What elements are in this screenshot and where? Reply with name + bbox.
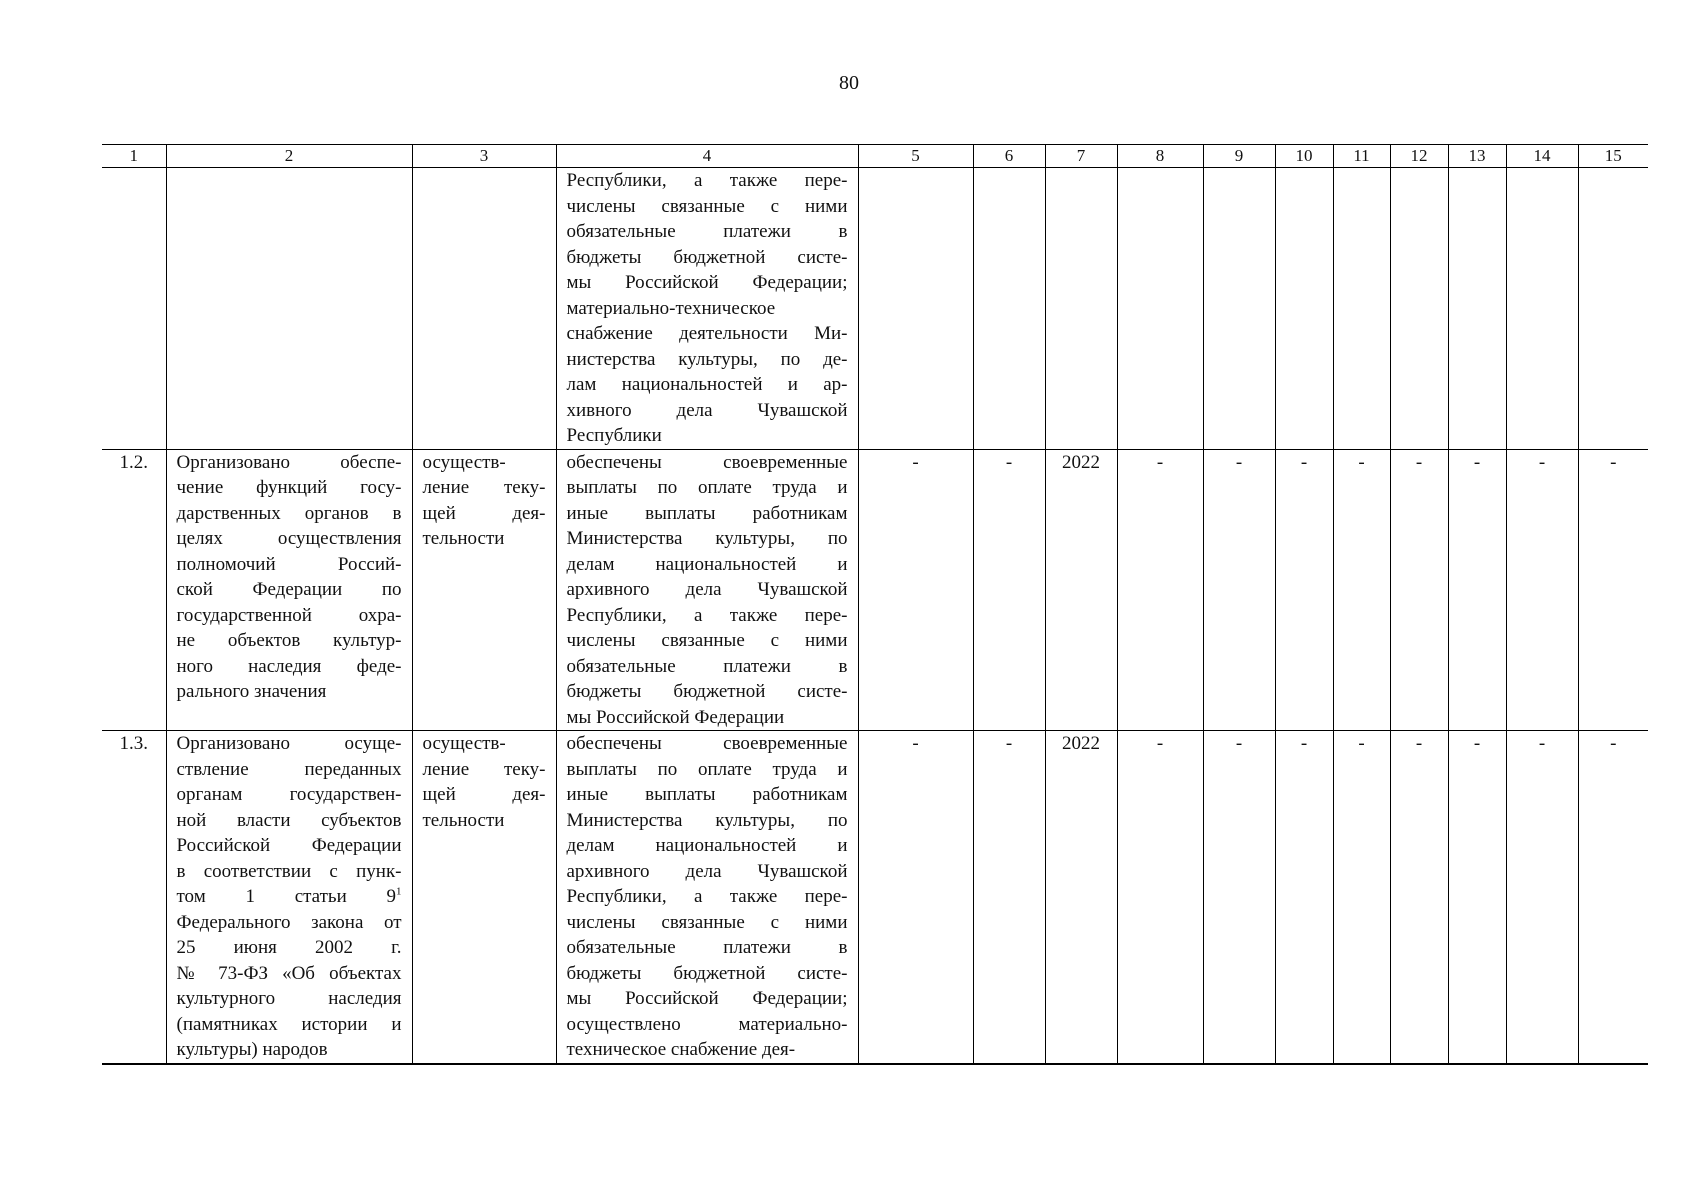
page-number: 80 bbox=[839, 72, 859, 94]
value-cell: - bbox=[1275, 449, 1333, 731]
column-number: 15 bbox=[1578, 145, 1648, 168]
column-number: 3 bbox=[412, 145, 556, 168]
text-line: выплаты по оплате труда и bbox=[566, 477, 848, 498]
value-cell: - bbox=[1506, 449, 1578, 731]
text-line: тельности bbox=[422, 809, 505, 831]
value-cell bbox=[973, 168, 1045, 450]
text-line: Республики, а также пере- bbox=[566, 886, 848, 907]
value-cell: - bbox=[1506, 731, 1578, 1064]
text-line: осуществ- bbox=[422, 451, 506, 473]
text-line: Республики, а также пере- bbox=[566, 170, 848, 191]
text-line: иные выплаты работникам bbox=[566, 784, 848, 805]
value-cell: - bbox=[1390, 449, 1448, 731]
column-number-row bbox=[102, 145, 1648, 168]
description-cell bbox=[556, 731, 858, 1064]
value-cell: - bbox=[973, 449, 1045, 731]
result-cell bbox=[166, 449, 412, 731]
column-number: 10 bbox=[1275, 145, 1333, 168]
value-cell: - bbox=[1578, 731, 1648, 1064]
text-line: техническое снабжение дея- bbox=[566, 1039, 796, 1060]
value-cell bbox=[858, 168, 973, 450]
text-line: целях осуществления bbox=[176, 528, 402, 549]
value-cell: - bbox=[1578, 449, 1648, 731]
text-line: ного наследия феде- bbox=[176, 655, 402, 677]
result-cell bbox=[166, 731, 412, 1064]
text-line: делам национальностей и bbox=[566, 835, 848, 856]
row-number: 1.2. bbox=[102, 449, 166, 731]
value-cell: - bbox=[1448, 731, 1506, 1064]
measures-table bbox=[102, 144, 1648, 1065]
text-line: осуществлено материально- bbox=[566, 1013, 848, 1035]
text-line: ление теку- bbox=[422, 477, 546, 498]
value-cell bbox=[1203, 168, 1275, 450]
text-line: нистерства культуры, по де- bbox=[566, 348, 848, 370]
column-number: 11 bbox=[1333, 145, 1390, 168]
column-number: 13 bbox=[1448, 145, 1506, 168]
text-line: делам национальностей и bbox=[566, 553, 848, 575]
text-line: ной власти субъектов bbox=[176, 809, 402, 831]
text-line: Министерства культуры, по bbox=[566, 809, 848, 831]
value-cell: - bbox=[1390, 731, 1448, 1064]
column-number: 2 bbox=[166, 145, 412, 168]
activity-type-cell bbox=[412, 449, 556, 731]
table-row bbox=[102, 449, 1648, 731]
text-line: архивного дела Чувашской bbox=[566, 579, 848, 600]
text-line: щей дея- bbox=[422, 502, 546, 524]
text-line: (памятниках истории и bbox=[176, 1013, 402, 1035]
text-line: культурного наследия bbox=[176, 988, 402, 1009]
value-cell bbox=[1506, 168, 1578, 450]
text-line: бюджеты бюджетной систе- bbox=[566, 962, 848, 984]
footnote-superscript: 1 bbox=[396, 885, 402, 898]
value-cell: - bbox=[858, 449, 973, 731]
text-line: обеспечены своевременные bbox=[566, 733, 848, 754]
text-line: иные выплаты работникам bbox=[566, 502, 848, 524]
text-line: ской Федерации по bbox=[176, 579, 402, 600]
text-line: Организовано осуще- bbox=[176, 733, 402, 754]
text-line: органам государствен- bbox=[176, 784, 402, 805]
text-line: тельности bbox=[422, 528, 505, 549]
text-line: 25 июня 2002 г. bbox=[176, 937, 402, 958]
text-line: культуры) народов bbox=[176, 1039, 328, 1060]
text-line: мы Российской Федерации; bbox=[566, 272, 848, 293]
text-line: бюджеты бюджетной систе- bbox=[566, 246, 848, 268]
text-line: обязательные платежи в bbox=[566, 655, 848, 677]
text-line: государственной охра- bbox=[176, 604, 402, 626]
text-line: числены связанные с ними bbox=[566, 195, 848, 217]
value-cell: - bbox=[1203, 449, 1275, 731]
text-line: Организовано обеспе- bbox=[176, 451, 402, 473]
column-number: 5 bbox=[858, 145, 973, 168]
text-line: Федерального закона от bbox=[176, 911, 402, 933]
table-row bbox=[102, 731, 1648, 1064]
text-line: ствление переданных bbox=[176, 758, 402, 780]
row-number bbox=[102, 168, 166, 450]
column-number: 6 bbox=[973, 145, 1045, 168]
text-line: Министерства культуры, по bbox=[566, 528, 848, 549]
text-line: полномочий Россий- bbox=[176, 553, 402, 575]
row-number: 1.3. bbox=[102, 731, 166, 1064]
text-line: обязательные платежи в bbox=[566, 937, 848, 958]
value-cell: - bbox=[1275, 731, 1333, 1064]
text-line: в соответствии с пунк- bbox=[176, 860, 402, 882]
text-line: осуществ- bbox=[422, 733, 506, 754]
text-line: обязательные платежи в bbox=[566, 221, 848, 242]
column-number: 8 bbox=[1117, 145, 1203, 168]
text-line: хивного дела Чувашской bbox=[566, 399, 848, 421]
text-line: Российской Федерации bbox=[176, 835, 402, 856]
value-cell: - bbox=[1333, 449, 1390, 731]
text-line: щей дея- bbox=[422, 784, 546, 805]
activity-type-cell bbox=[412, 168, 556, 450]
activity-type-cell bbox=[412, 731, 556, 1064]
text-line: рального значения bbox=[176, 681, 327, 702]
text-line: том 1 статьи $9^1$ bbox=[176, 885, 402, 907]
description-cell bbox=[556, 449, 858, 731]
value-cell: - bbox=[1117, 449, 1203, 731]
column-number: 12 bbox=[1390, 145, 1448, 168]
column-number: 9 bbox=[1203, 145, 1275, 168]
value-cell bbox=[1117, 168, 1203, 450]
value-cell: 2022 bbox=[1045, 449, 1117, 731]
text-line: архивного дела Чувашской bbox=[566, 860, 848, 882]
text-line: не объектов культур- bbox=[176, 630, 402, 651]
text-line: Республики bbox=[566, 425, 662, 446]
text-line: ление теку- bbox=[422, 758, 546, 780]
value-cell bbox=[1578, 168, 1648, 450]
value-cell: - bbox=[1448, 449, 1506, 731]
value-cell: - bbox=[858, 731, 973, 1064]
text-line: материально-техническое bbox=[566, 297, 776, 319]
column-number: 14 bbox=[1506, 145, 1578, 168]
value-cell bbox=[1448, 168, 1506, 450]
value-cell: - bbox=[973, 731, 1045, 1064]
value-cell bbox=[1275, 168, 1333, 450]
column-number: 4 bbox=[556, 145, 858, 168]
description-cell bbox=[556, 168, 858, 450]
text-line: чение функций госу- bbox=[176, 477, 402, 498]
column-number: 7 bbox=[1045, 145, 1117, 168]
value-cell bbox=[1390, 168, 1448, 450]
text-line: лам национальностей и ар- bbox=[566, 374, 848, 395]
text-line: числены связанные с ними bbox=[566, 911, 848, 933]
column-number: 1 bbox=[102, 145, 166, 168]
value-cell: - bbox=[1333, 731, 1390, 1064]
text-line: снабжение деятельности Ми- bbox=[566, 323, 848, 344]
value-cell: - bbox=[1203, 731, 1275, 1064]
text-line: дарственных органов в bbox=[176, 502, 402, 524]
text-line: мы Российской Федерации; bbox=[566, 988, 848, 1009]
text-line: выплаты по оплате труда и bbox=[566, 758, 848, 780]
text-line: № 73-ФЗ «Об объектах bbox=[176, 962, 402, 984]
value-cell bbox=[1333, 168, 1390, 450]
text-line: обеспечены своевременные bbox=[566, 451, 848, 473]
value-cell bbox=[1045, 168, 1117, 450]
table-row bbox=[102, 168, 1648, 450]
text-line: числены связанные с ними bbox=[566, 630, 848, 651]
text-line: мы Российской Федерации bbox=[566, 706, 785, 728]
value-cell: 2022 bbox=[1045, 731, 1117, 1064]
result-cell bbox=[166, 168, 412, 450]
text-line: бюджеты бюджетной систе- bbox=[566, 681, 848, 702]
text-line: Республики, а также пере- bbox=[566, 604, 848, 626]
value-cell: - bbox=[1117, 731, 1203, 1064]
